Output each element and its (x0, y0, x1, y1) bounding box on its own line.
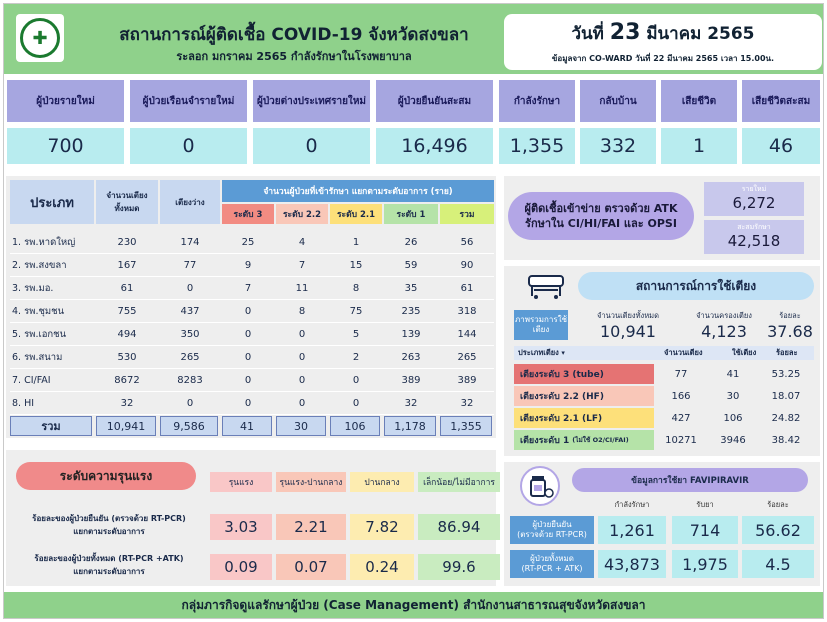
table-cell: 0 (244, 328, 252, 340)
severity-header-3: เล็กน้อย/ไม่มีอาการ (418, 472, 500, 492)
row-name: 5. รพ.เอกชน (12, 328, 67, 340)
total-label: รวม (10, 416, 92, 436)
total-cell: 1,178 (384, 416, 436, 436)
kpi-value-discharged: 332 (580, 128, 656, 164)
page-title: สถานการณ์ผู้ติดเชื้อ COVID-19 จังหวัดสงขลา (119, 25, 469, 45)
favi-value: 4.5 (742, 550, 814, 578)
row-name: 7. CI/FAI (12, 374, 51, 386)
table-cell: 5 (352, 328, 360, 340)
table-cell: 0 (186, 397, 194, 409)
severity-header-2: ปานกลาง (350, 472, 414, 492)
table-cell: 0 (244, 351, 252, 363)
table-cell: 174 (180, 236, 200, 248)
bed-value: 53.25 (771, 368, 801, 380)
hospital-bed-icon (526, 270, 566, 300)
severity-title: ระดับความรุนแรง (16, 462, 196, 490)
kpi-label-treating: กำลังรักษา (499, 80, 575, 122)
page-subtitle: ระลอก มกราคม 2565 กำลังรักษาในโรงพยาบาล (176, 50, 412, 63)
table-header-level-2: ระดับ 2.1 (330, 204, 382, 224)
table-cell: 0 (298, 351, 306, 363)
table-cell: 56 (460, 236, 474, 248)
atk-new-box (704, 182, 804, 216)
date-prefix: วันที่ (571, 24, 604, 44)
table-cell: 7 (244, 282, 252, 294)
table-cell: 530 (117, 351, 137, 363)
table-header-level-1: ระดับ 2.2 (276, 204, 328, 224)
table-cell: 61 (120, 282, 134, 294)
table-cell: 0 (298, 328, 306, 340)
atk-line1: ผู้ติดเชื้อเข้าข่าย ตรวจด้วย ATK (524, 202, 678, 215)
table-cell: 0 (352, 397, 360, 409)
kpi-label-foreign-cases: ผู้ป่วยต่างประเทศรายใหม่ (253, 80, 370, 122)
severity-value: 99.6 (418, 554, 500, 580)
table-header-type: ประเภท (10, 180, 94, 224)
favi-value: 43,873 (598, 550, 666, 578)
kpi-label-prison-cases: ผู้ป่วยเรือนจำรายใหม่ (130, 80, 247, 122)
bed-type-label (514, 386, 654, 406)
table-cell: 0 (352, 374, 360, 386)
favi-value: 714 (672, 516, 738, 544)
table-cell: 755 (117, 305, 137, 317)
table-cell: 4 (298, 236, 306, 248)
table-cell: 350 (180, 328, 200, 340)
table-cell: 9 (244, 259, 252, 271)
header-bar (4, 4, 823, 74)
row-name: 6. รพ.สนาม (12, 351, 63, 363)
atk-description (508, 192, 694, 240)
table-cell: 75 (349, 305, 363, 317)
favi-col-pct: ร้อยละ (767, 500, 789, 509)
total-cell: 9,586 (160, 416, 218, 436)
bed-overview-label: ภาพรวมการใช้เตียง (514, 310, 568, 340)
favi-row-label (510, 550, 594, 578)
favi-value: 1,261 (598, 516, 666, 544)
total-cell: 30 (276, 416, 326, 436)
table-cell: 77 (183, 259, 197, 271)
severity-value: 3.03 (210, 514, 272, 540)
atk-cum-box (704, 220, 804, 254)
kpi-label-cum-deaths: เสียชีวิตสะสม (742, 80, 820, 122)
bed-value: 38.42 (771, 434, 801, 446)
table-cell: 7 (298, 259, 306, 271)
severity-row-label-line2: แยกตามระดับอาการ (73, 567, 145, 576)
bed-value: 30 (726, 390, 740, 402)
favi-value: 1,975 (672, 550, 738, 578)
bed-total-value: 10,941 (600, 322, 656, 341)
table-cell: 494 (117, 328, 137, 340)
favi-row-label-line1: ผู้ป่วยยืนยัน (532, 520, 572, 529)
date-box (504, 14, 822, 70)
kpi-label-new-cases: ผู้ป่วยรายใหม่ (7, 80, 124, 122)
data-source: ข้อมูลจาก CO-WARD วันที่ 22 มีนาคม 2565 เวลา 15.00น. (551, 54, 775, 63)
table-cell: 263 (401, 351, 421, 363)
severity-value: 0.24 (350, 554, 414, 580)
table-cell: 2 (352, 351, 360, 363)
bed-value: 3946 (720, 434, 746, 446)
bed-value: 41 (726, 368, 740, 380)
severity-row-label-line2: แยกตามระดับอาการ (73, 527, 145, 536)
bed-total-header: จำนวนเตียงทั้งหมด (597, 311, 659, 320)
bed-value: 77 (674, 368, 688, 380)
table-cell: 0 (298, 397, 306, 409)
bed-col-type-label: ประเภทเตียง (518, 348, 559, 357)
favi-row-label-line2: (ตรวจด้วย RT-PCR) (517, 530, 587, 539)
table-cell: 167 (117, 259, 137, 271)
severity-value: 7.82 (350, 514, 414, 540)
table-cell: 15 (349, 259, 363, 271)
dropdown-arrow-icon: ▾ (561, 349, 565, 357)
table-cell: 8 (352, 282, 360, 294)
row-name: 3. รพ.มอ. (12, 282, 54, 294)
table-cell: 0 (186, 282, 194, 294)
table-cell: 8283 (177, 374, 203, 386)
table-cell: 0 (298, 374, 306, 386)
kpi-value-deaths: 1 (661, 128, 737, 164)
kpi-value-prison-cases: 0 (130, 128, 247, 164)
favi-col-treating: กำลังรักษา (614, 500, 650, 509)
severity-row-label-line1: ร้อยละของผู้ป่วยทั้งหมด (RT-PCR +ATK) (34, 554, 184, 563)
bed-type-name: เตียงระดับ 2.2 (HF) (520, 392, 604, 402)
table-cell: 0 (244, 397, 252, 409)
severity-header-1: รุนแรง-ปานกลาง (276, 472, 346, 492)
table-cell: 230 (117, 236, 137, 248)
date-month-year: มีนาคม 2565 (646, 24, 755, 44)
kpi-label-cumulative: ผู้ป่วยยืนยันสะสม (376, 80, 493, 122)
bed-type-label (514, 408, 654, 428)
bed-type-name: เตียงระดับ 2.1 (LF) (520, 414, 603, 424)
favi-row-label-line2: (RT-PCR + ATK) (521, 564, 583, 573)
atk-new-value: 6,272 (732, 194, 776, 212)
total-cell: 41 (222, 416, 272, 436)
table-cell: 318 (457, 305, 477, 317)
severity-value: 2.21 (276, 514, 346, 540)
bed-type-label (514, 364, 654, 384)
table-cell: 32 (460, 397, 474, 409)
row-name: 1. รพ.หาดใหญ่ (12, 236, 76, 248)
favi-col-received: รับยา (696, 500, 714, 509)
table-cell: 26 (404, 236, 418, 248)
bed-col-count: จำนวนเตียง (664, 348, 703, 357)
bed-used-header: จำนวนครองเตียง (696, 311, 752, 320)
atk-cum-label: สะสมรักษา (737, 223, 771, 231)
severity-row-label (14, 552, 204, 578)
kpi-value-cumulative: 16,496 (376, 128, 493, 164)
medicine-bottle-icon (520, 466, 560, 506)
bed-value: 24.82 (771, 412, 801, 424)
bed-type-name: เตียงระดับ 3 (tube) (520, 370, 604, 380)
favipiravir-title: ข้อมูลการใช้ยา FAVIPIRAVIR (572, 468, 808, 492)
table-cell: 59 (404, 259, 418, 271)
table-cell: 0 (244, 374, 252, 386)
table-cell: 32 (404, 397, 418, 409)
bed-value: 10271 (665, 434, 697, 446)
row-name: 4. รพ.ชุมชน (12, 305, 65, 317)
severity-value: 0.09 (210, 554, 272, 580)
bed-value: 106 (723, 412, 743, 424)
table-cell: 61 (460, 282, 474, 294)
bed-type-label (514, 430, 654, 450)
report-date (504, 20, 822, 47)
favi-row-label (510, 516, 594, 544)
footer-bar: กลุ่มภารกิจดูแลรักษาผู้ป่วย (Case Management) สำนักงานสาธารณสุขจังหวัดสงขลา (4, 592, 823, 618)
row-name: 2. รพ.สงขลา (12, 259, 67, 271)
table-cell: 11 (295, 282, 309, 294)
atk-new-label: รายใหม่ (741, 185, 767, 193)
kpi-label-discharged: กลับบ้าน (580, 80, 656, 122)
kpi-label-deaths: เสียชีวิต (661, 80, 737, 122)
table-cell: 265 (180, 351, 200, 363)
bed-type-note: (ไม่ใช้ O2/CI/FAI) (572, 436, 629, 444)
severity-value: 86.94 (418, 514, 500, 540)
table-cell: 0 (244, 305, 252, 317)
severity-row-label-line1: ร้อยละของผู้ป่วยยืนยัน (ตรวจด้วย RT-PCR) (32, 514, 186, 523)
bed-title: สถานการณ์การใช้เตียง (578, 272, 814, 300)
table-cell: 235 (401, 305, 421, 317)
moph-logo (16, 14, 64, 62)
bed-col-used: ใช้เตียง (732, 348, 757, 357)
atk-cum-value: 42,518 (727, 232, 781, 250)
table-cell: 8 (298, 305, 306, 317)
bed-value: 166 (671, 390, 691, 402)
bed-pct-header: ร้อยละ (779, 311, 801, 320)
table-cell: 144 (457, 328, 477, 340)
kpi-value-cum-deaths: 46 (742, 128, 820, 164)
total-cell: 1,355 (440, 416, 492, 436)
table-cell: 1 (352, 236, 360, 248)
table-cell: 265 (457, 351, 477, 363)
total-cell: 10,941 (96, 416, 156, 436)
table-header-level-4: รวม (440, 204, 494, 224)
table-header-level-3: ระดับ 1 (384, 204, 438, 224)
bed-value: 18.07 (771, 390, 801, 402)
table-cell: 437 (180, 305, 200, 317)
moph-emblem-icon: ✚ (20, 18, 60, 58)
date-day: 23 (609, 20, 641, 45)
table-cell: 389 (401, 374, 421, 386)
table-header-patients-by-level: จำนวนผู้ป่วยที่เข้ารักษา แยกตามระดับอาการ (ราย) (222, 180, 494, 202)
table-cell: 8672 (114, 374, 140, 386)
bed-type-name: เตียงระดับ 1 (520, 436, 570, 446)
bed-col-type[interactable] (518, 347, 565, 359)
bed-used-value: 4,123 (701, 322, 747, 341)
kpi-value-treating: 1,355 (499, 128, 575, 164)
row-divider (10, 414, 494, 415)
favi-value: 56.62 (742, 516, 814, 544)
kpi-value-foreign-cases: 0 (253, 128, 370, 164)
table-cell: 32 (120, 397, 134, 409)
total-cell: 106 (330, 416, 380, 436)
bed-col-pct: ร้อยละ (776, 348, 798, 357)
table-cell: 389 (457, 374, 477, 386)
table-cell: 35 (404, 282, 418, 294)
table-cell: 90 (460, 259, 474, 271)
table-header-level-0: ระดับ 3 (222, 204, 274, 224)
table-cell: 25 (241, 236, 255, 248)
table-header-free-beds: เตียงว่าง (160, 180, 220, 224)
favi-row-label-line1: ผู้ป่วยทั้งหมด (530, 554, 574, 563)
table-header-total-beds: จำนวนเตียงทั้งหมด (96, 180, 158, 224)
row-name: 8. HI (12, 397, 35, 409)
severity-value: 0.07 (276, 554, 346, 580)
bed-value: 427 (671, 412, 691, 424)
kpi-value-new-cases: 700 (7, 128, 124, 164)
severity-row-label (14, 512, 204, 538)
severity-header-0: รุนแรง (210, 472, 272, 492)
bed-pct-value: 37.68 (767, 322, 813, 341)
atk-line2: รักษาใน CI/HI/FAI และ OPSI (525, 217, 677, 230)
table-cell: 139 (401, 328, 421, 340)
